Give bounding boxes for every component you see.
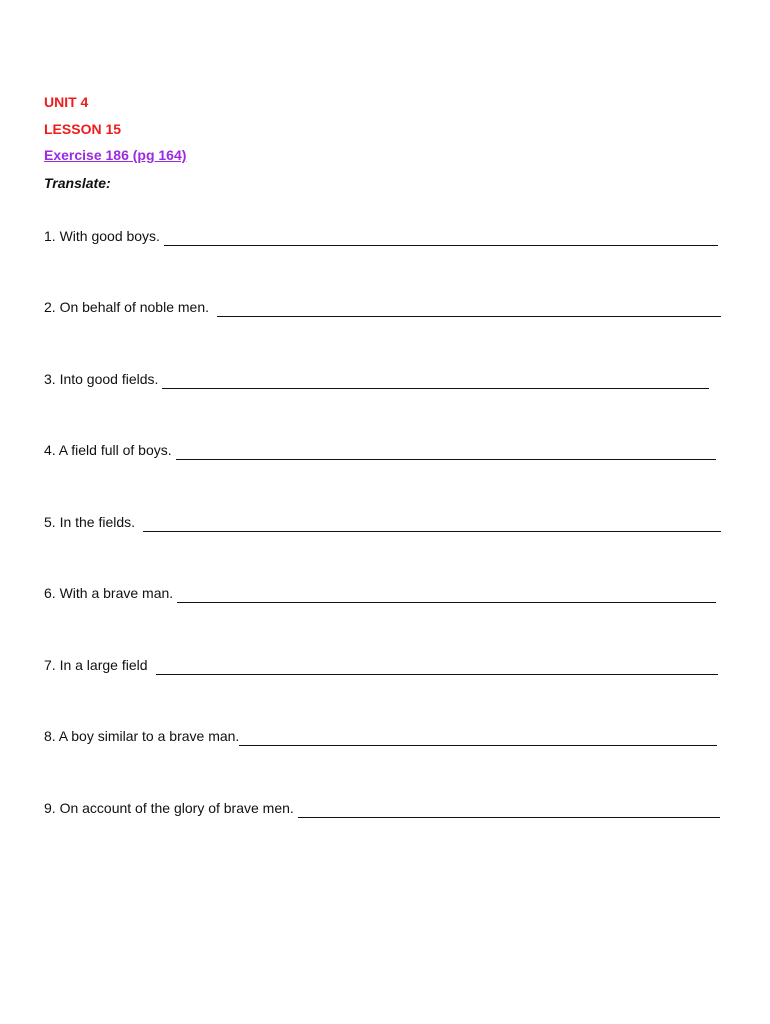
answer-blank[interactable] bbox=[162, 372, 709, 389]
exercise-item-3 bbox=[44, 369, 709, 389]
answer-blank[interactable] bbox=[164, 229, 718, 246]
lesson-heading: LESSON 15 bbox=[44, 121, 122, 137]
exercise-item-6 bbox=[44, 583, 716, 603]
exercise-item-1 bbox=[44, 226, 718, 246]
answer-blank[interactable] bbox=[298, 801, 720, 818]
exercise-item-7 bbox=[44, 655, 718, 675]
answer-blank[interactable] bbox=[156, 658, 718, 675]
exercise-item-label: 1. With good boys. bbox=[44, 228, 160, 244]
exercise-item-label: 4. A field full of boys. bbox=[44, 442, 172, 458]
exercise-item-label: 8. A boy similar to a brave man. bbox=[44, 728, 240, 744]
exercise-item-9 bbox=[44, 798, 720, 818]
exercise-item-8 bbox=[44, 726, 717, 746]
exercise-item-label: 9. On account of the glory of brave men. bbox=[44, 800, 294, 816]
exercise-item-2 bbox=[44, 297, 721, 317]
exercise-item-label: 7. In a large field bbox=[44, 657, 148, 673]
answer-blank[interactable] bbox=[239, 729, 717, 746]
exercise-item-label: 6. With a brave man. bbox=[44, 585, 174, 601]
answer-blank[interactable] bbox=[217, 300, 721, 317]
exercise-item-label: 5. In the fields. bbox=[44, 514, 136, 530]
instruction-label: Translate: bbox=[44, 175, 111, 191]
exercise-item-label: 3. Into good fields. bbox=[44, 371, 159, 387]
exercise-item-label: 2. On behalf of noble men. bbox=[44, 299, 209, 315]
exercise-link[interactable]: Exercise 186 (pg 164) bbox=[44, 147, 187, 163]
unit-heading: UNIT 4 bbox=[44, 94, 89, 110]
answer-blank[interactable] bbox=[143, 515, 721, 532]
exercise-item-5 bbox=[44, 512, 721, 532]
exercise-item-4 bbox=[44, 440, 716, 460]
answer-blank[interactable] bbox=[176, 443, 716, 460]
answer-blank[interactable] bbox=[177, 586, 716, 603]
